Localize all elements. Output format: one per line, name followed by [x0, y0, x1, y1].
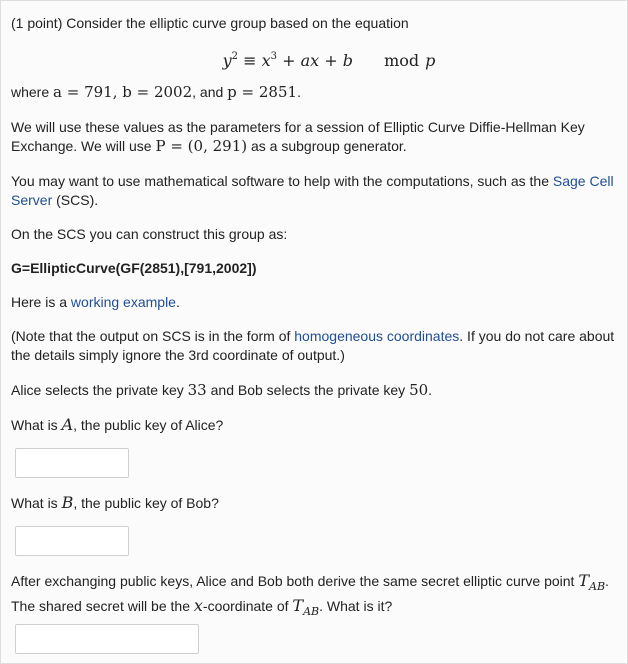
note-text-2: . If you do not care about the details simply ignore the 3rd coordinate of output.) — [11, 328, 615, 363]
eq-y-exp: 2 — [231, 51, 239, 62]
keys-text-2: and Bob selects the private key — [206, 382, 410, 398]
q3-text-2: . The shared secret will be the — [11, 573, 609, 614]
q3-T2: T — [292, 596, 304, 615]
params-where: where — [11, 84, 54, 100]
bob-public-key-input[interactable] — [15, 526, 129, 556]
keys-end: . — [428, 382, 433, 398]
eq-y: y — [222, 51, 232, 70]
q3-text-3: -coordinate of — [202, 598, 293, 614]
alice-public-key-input[interactable] — [15, 448, 129, 478]
session-text-2: as a subgroup generator. — [247, 138, 407, 154]
session-paragraph — [11, 118, 617, 156]
eq-p: p — [425, 51, 436, 70]
bob-private-key: 50 — [409, 381, 429, 399]
intro-text: Consider the elliptic curve group based on the equation — [62, 15, 409, 31]
q1-var: A — [61, 415, 74, 434]
code-line: G=EllipticCurve(GF(2851),[791,2002]) — [11, 260, 257, 276]
software-paragraph — [11, 172, 617, 210]
params-line — [11, 83, 617, 102]
params-a-b: a = 791, b = 2002 — [53, 83, 193, 101]
question-bob — [11, 493, 617, 513]
question-alice — [11, 415, 617, 435]
sage-cell-server-link[interactable]: Sage Cell Server — [11, 173, 614, 208]
q2-text-2: , the public key of Bob? — [73, 495, 219, 511]
params-and: , and — [192, 84, 228, 100]
q3-T: T — [578, 571, 589, 590]
params-p: p = 2851 — [227, 83, 298, 101]
private-keys-line — [11, 381, 617, 400]
eq-x-exp: 3 — [270, 51, 278, 62]
working-example-link[interactable]: working example — [70, 294, 176, 310]
params-end: . — [297, 84, 301, 100]
generator-point: P = (0, 291) — [155, 137, 248, 155]
q3-sub2: AB — [303, 605, 320, 618]
eq-equiv: ≡ — [243, 51, 257, 70]
eq-rest: + ax + b — [282, 51, 353, 70]
q2-var: B — [61, 493, 74, 512]
construct-line: On the SCS you can construct this group as: — [11, 226, 288, 242]
q3-text-1: After exchanging public keys, Alice and Bob both derive the same secret elliptic curve point — [11, 573, 579, 589]
points-label: (1 point) — [11, 15, 63, 31]
keys-text-1: Alice selects the private key — [11, 382, 188, 398]
example-text: Here is a — [11, 294, 71, 310]
alice-private-key: 33 — [187, 381, 207, 399]
q3-text-4: . What is it? — [319, 598, 393, 614]
homogeneous-coordinates-link[interactable]: homogeneous coordinates — [294, 328, 460, 344]
example-line — [11, 293, 617, 312]
curve-equation — [1, 46, 627, 72]
eq-mod: mod — [384, 51, 420, 70]
note-paragraph — [11, 327, 617, 365]
note-text-1: (Note that the output on SCS is in the form of — [11, 328, 295, 344]
q1-text-1: What is — [11, 417, 62, 433]
eq-x: x — [261, 51, 271, 70]
shared-secret-input[interactable] — [15, 624, 199, 654]
question-shared-secret — [11, 571, 617, 621]
example-end: . — [175, 294, 180, 310]
intro-line — [11, 14, 617, 33]
q2-text-1: What is — [11, 495, 62, 511]
q3-sub: AB — [589, 580, 606, 593]
software-text-1: You may want to use mathematical software to help with the computations, such as the — [11, 173, 553, 189]
session-text-1: We will use these values as the parameters for a session of Elliptic Curve Diffie-Hellman Key Exchange. We will use — [11, 119, 585, 154]
q3-x: x — [193, 596, 203, 615]
q1-text-2: , the public key of Alice? — [73, 417, 224, 433]
software-text-2: (SCS). — [52, 192, 99, 208]
